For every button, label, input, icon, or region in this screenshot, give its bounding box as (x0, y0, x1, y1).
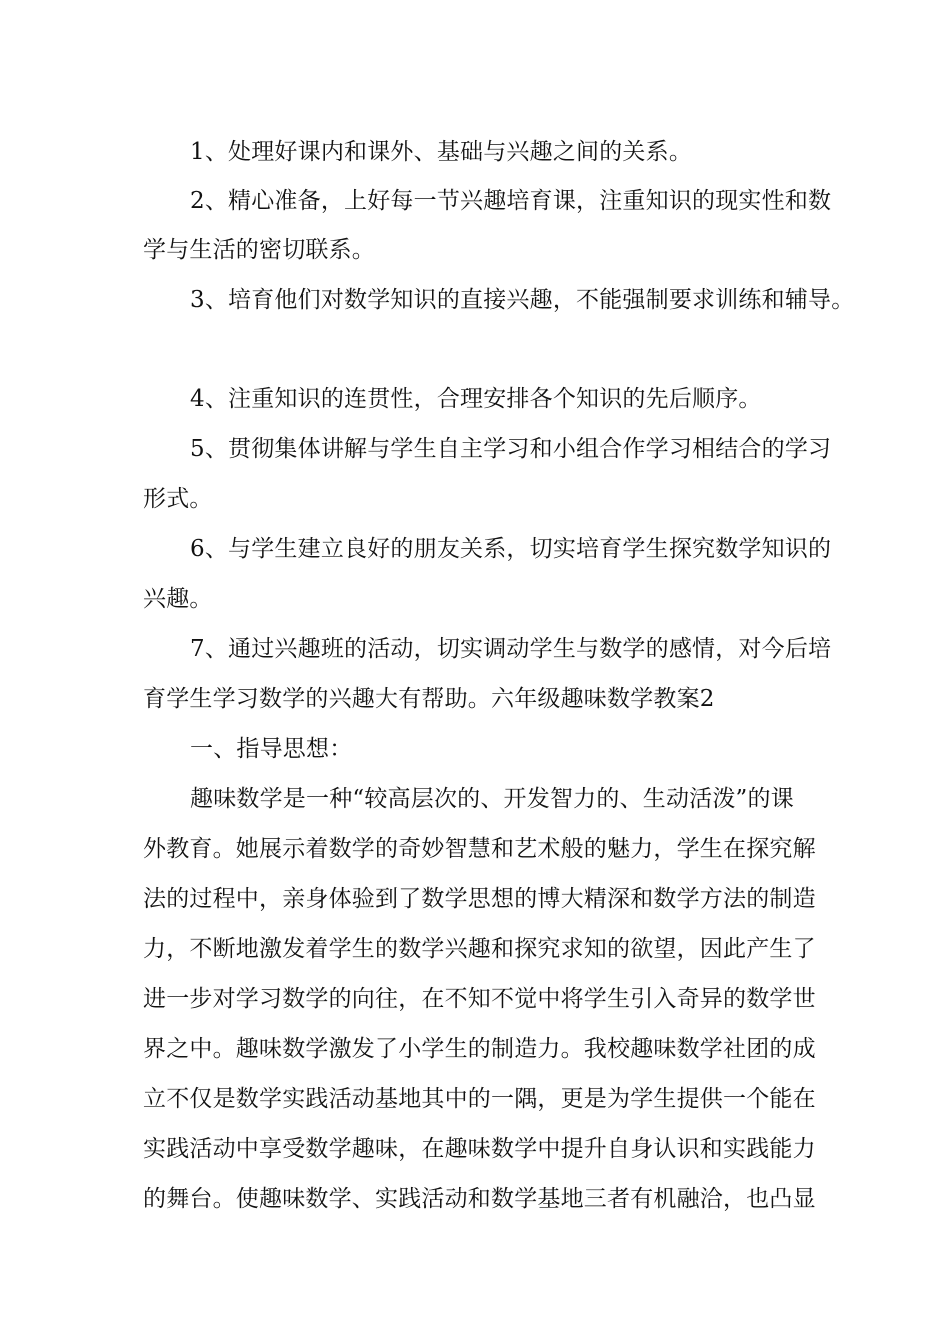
text-line: 育学生学习数学的兴趣大有帮助。六年级趣味数学教案2 (143, 686, 715, 712)
text-line: 7、通过兴趣班的活动，切实调动学生与数学的感情，对今后培 (190, 636, 832, 662)
text-line: 3、培育他们对数学知识的直接兴趣，不能强制要求训练和辅导。 (190, 287, 855, 313)
text-line: 实践活动中享受数学趣味，在趣味数学中提升自身认识和实践能力 (143, 1136, 816, 1162)
text-line: 趣味数学是一种“较高层次的、开发智力的、生动活泼”的课 (190, 786, 794, 812)
text-line: 法的过程中，亲身体验到了数学思想的博大精深和数学方法的制造 (143, 886, 816, 912)
text-line: 外教育。她展示着数学的奇妙智慧和艺术般的魅力，学生在探究解 (143, 836, 816, 862)
text-line: 4、注重知识的连贯性，合理安排各个知识的先后顺序。 (190, 386, 762, 412)
text-line: 力，不断地激发着学生的数学兴趣和探究求知的欲望，因此产生了 (143, 936, 816, 962)
text-line: 形式。 (143, 486, 213, 512)
text-line: 进一步对学习数学的向往，在不知不觉中将学生引入奇异的数学世 (143, 986, 816, 1012)
text-line: 的舞台。使趣味数学、实践活动和数学基地三者有机融洽，也凸显 (143, 1186, 816, 1212)
text-line: 6、与学生建立良好的朋友关系，切实培育学生探究数学知识的 (190, 536, 832, 562)
text-line: 兴趣。 (143, 586, 213, 612)
text-line: 学与生活的密切联系。 (143, 237, 375, 263)
section-heading: 一、指导思想： (190, 736, 353, 762)
text-line: 立不仅是数学实践活动基地其中的一隅，更是为学生提供一个能在 (143, 1086, 816, 1112)
text-line: 1、处理好课内和课外、基础与兴趣之间的关系。 (190, 139, 693, 165)
text-line: 2、精心准备，上好每一节兴趣培育课，注重知识的现实性和数 (190, 188, 832, 214)
text-line: 界之中。趣味数学激发了小学生的制造力。我校趣味数学社团的成 (143, 1036, 816, 1062)
text-line: 5、贯彻集体讲解与学生自主学习和小组合作学习相结合的学习 (190, 436, 832, 462)
